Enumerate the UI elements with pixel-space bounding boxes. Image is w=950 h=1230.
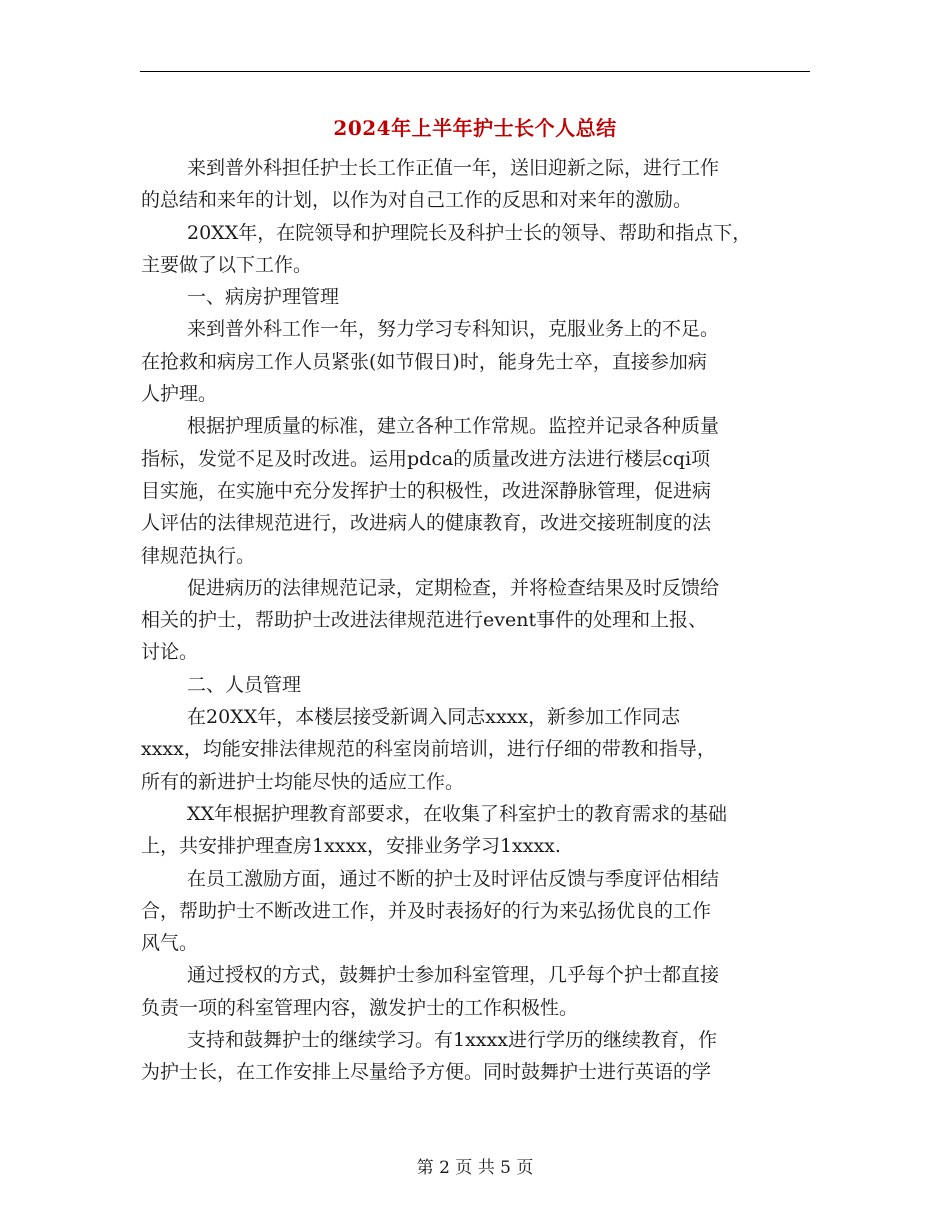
text-line: 律规范执行。 bbox=[141, 544, 256, 567]
text-line: 20XX年，在院领导和护理院长及科护士长的领导、帮助和指点下， bbox=[187, 221, 752, 244]
text-line: 讨论。 bbox=[141, 641, 199, 664]
text-line: 人护理。 bbox=[141, 383, 218, 406]
text-line: 人评估的法律规范进行，改进病人的健康教育，改进交接班制度的法 bbox=[141, 512, 712, 535]
text-line: 在抢救和病房工作人员紧张(如节假日)时，能身先士卒，直接参加病 bbox=[141, 350, 707, 373]
text-line: 为护士长，在工作安排上尽量给予方便。同时鼓舞护士进行英语的学 bbox=[141, 1061, 712, 1084]
text-line: 的总结和来年的计划，以作为对自己工作的反思和对来年的激励。 bbox=[141, 189, 693, 212]
text-line: 主要做了以下工作。 bbox=[141, 253, 313, 276]
text-line: 合，帮助护士不断改进工作，并及时表扬好的行为来弘扬优良的工作 bbox=[141, 899, 712, 922]
text-line: 所有的新进护士均能尽快的适应工作。 bbox=[141, 770, 465, 793]
text-line: XX年根据护理教育部要求，在收集了科室护士的教育需求的基础 bbox=[187, 802, 728, 825]
text-line: 通过授权的方式，鼓舞护士参加科室管理，几乎每个护士都直接 bbox=[187, 964, 720, 987]
text-line: 在20XX年，本楼层接受新调入同志xxxx，新参加工作同志 bbox=[187, 706, 681, 729]
text-line: 二、人员管理 bbox=[187, 673, 302, 696]
page-footer: 第 2 页 共 5 页 bbox=[416, 1158, 534, 1178]
text-line: 促进病历的法律规范记录，定期检查，并将检查结果及时反馈给 bbox=[187, 576, 720, 599]
text-line: 根据护理质量的标准，建立各种工作常规。监控并记录各种质量 bbox=[187, 415, 720, 438]
document-body bbox=[141, 152, 811, 1089]
text-line: 来到普外科工作一年，努力学习专科知识，克服业务上的不足。 bbox=[187, 318, 720, 341]
text-line: 负责一项的科室管理内容，激发护士的工作积极性。 bbox=[141, 996, 579, 1019]
text-line: 在员工激励方面，通过不断的护士及时评估反馈与季度评估相结 bbox=[187, 867, 720, 890]
text-line: 风气。 bbox=[141, 932, 199, 955]
text-line: 来到普外科担任护士长工作正值一年，送旧迎新之际，进行工作 bbox=[187, 157, 720, 179]
text-line: 上，共安排护理查房1xxxx，安排业务学习1xxxx. bbox=[141, 835, 561, 858]
text-line: xxxx，均能安排法律规范的科室岗前培训，进行仔细的带教和指导， bbox=[141, 738, 716, 761]
header-rule bbox=[140, 71, 810, 72]
text-line: 目实施，在实施中充分发挥护士的积极性，改进深静脉管理，促进病 bbox=[141, 479, 712, 502]
text-line: 支持和鼓舞护士的继续学习。有1xxxx进行学历的继续教育，作 bbox=[187, 1029, 717, 1052]
document-title: 2024年上半年护士长个人总结 bbox=[333, 116, 617, 140]
text-line: 一、病房护理管理 bbox=[187, 286, 340, 309]
text-line: 相关的护士，帮助护士改进法律规范进行event事件的处理和上报、 bbox=[141, 609, 708, 632]
text-line: 指标，发觉不足及时改进。运用pdca的质量改进方法进行楼层cqi项 bbox=[141, 447, 711, 470]
